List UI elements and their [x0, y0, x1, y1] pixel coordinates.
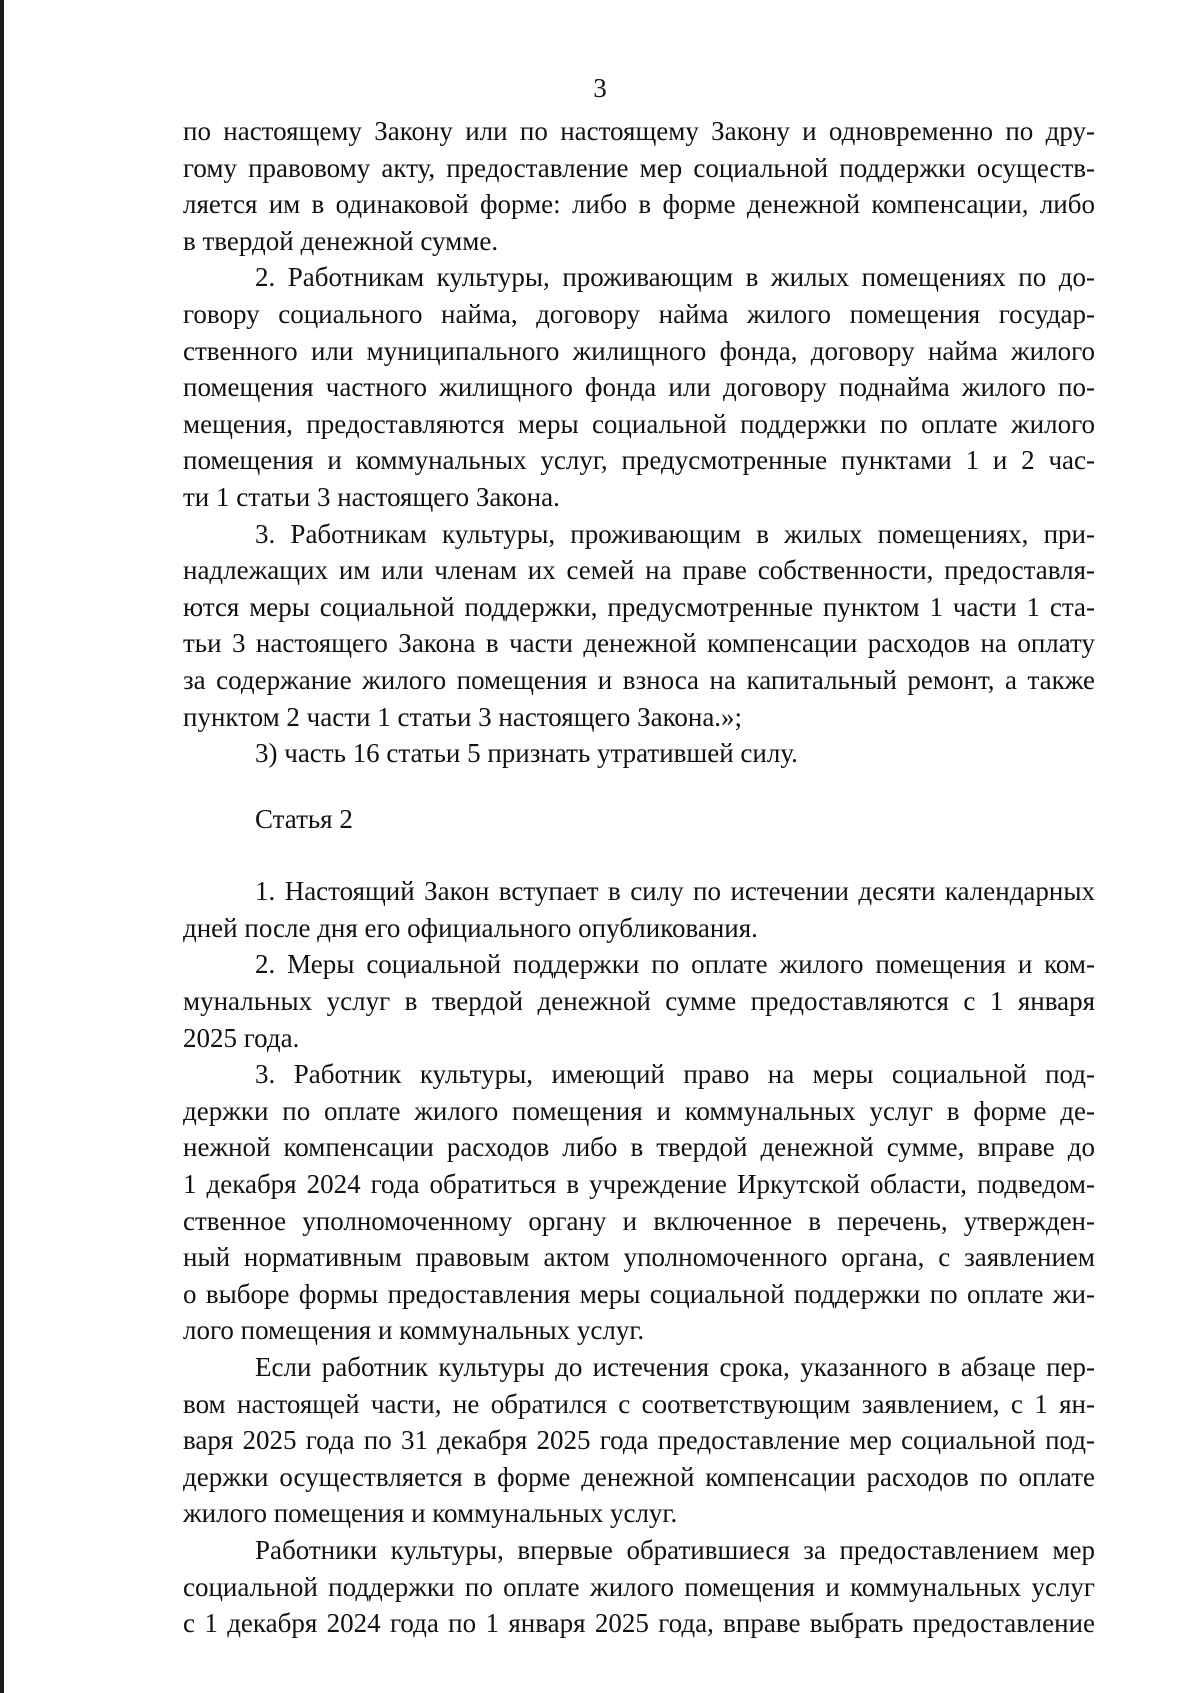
text-line: 1. Настоящий Закон вступает в силу по истечении десяти календарных: [255, 876, 1095, 907]
article-point-1: [183, 873, 1095, 946]
text-line: с 1 декабря 2024 года по 1 января 2025 года, вправе выбрать предоставление: [183, 1608, 1095, 1639]
text-line: 2025 года.: [183, 1022, 300, 1053]
paragraph-point-3: [183, 516, 1095, 736]
text-line: помещения и коммунальных услуг, предусмотренные пунктами 1 и 2 час-: [183, 445, 1095, 476]
text-line: социальной поддержки по оплате жилого помещения и коммунальных услуг: [183, 1571, 1095, 1602]
text-line: 3) часть 16 статьи 5 признать утратившей силу.: [255, 738, 798, 769]
text-line: мещения, предоставляются меры социальной поддержки по оплате жилого: [183, 408, 1095, 439]
paragraph-subpoint-3: [183, 735, 1095, 772]
text-line: держки осуществляется в форме денежной компенсации расходов по оплате: [183, 1461, 1095, 1492]
text-line: жилого помещения и коммунальных услуг.: [183, 1498, 678, 1529]
text-line: за содержание жилого помещения и взноса на капитальный ремонт, а также: [183, 664, 1095, 695]
text-line: 2. Работникам культуры, проживающим в жилых помещениях по до-: [255, 262, 1095, 293]
page-number: 3: [593, 73, 607, 103]
text-line: дней после дня его официального опубликования.: [183, 912, 758, 943]
text-line: о выборе формы предоставления меры социальной поддержки по оплате жи-: [183, 1278, 1095, 1309]
text-line: 1 декабря 2024 года обратиться в учреждение Иркутской области, подведом-: [183, 1169, 1095, 1200]
article-point-3: [183, 1056, 1095, 1349]
scan-edge: [0, 0, 4, 1693]
text-line: тьи 3 настоящего Закона в части денежной компенсации расходов на оплату: [183, 628, 1095, 659]
text-line: по настоящему Закону или по настоящему Закону и одновременно по дру-: [183, 116, 1095, 146]
text-line: мунальных услуг в твердой денежной сумме предоставляются с 1 января: [183, 986, 1095, 1017]
text-line: 2. Меры социальной поддержки по оплате жилого помещения и ком-: [255, 949, 1095, 980]
text-line: 3. Работник культуры, имеющий право на меры социальной под-: [255, 1059, 1095, 1090]
text-line: ются меры социальной поддержки, предусмотренные пунктом 1 части 1 ста-: [183, 591, 1095, 622]
text-line: помещения частного жилищного фонда или договору поднайма жилого по-: [183, 372, 1095, 403]
text-line: Работники культуры, впервые обратившиеся за предоставлением мер: [255, 1534, 1095, 1565]
text-line: ственного или муниципального жилищного фонда, договору найма жилого: [183, 335, 1095, 366]
text-line: в твердой денежной сумме.: [183, 225, 499, 256]
article-point-3-paragraph-3: [183, 1532, 1095, 1642]
text-line: ственное уполномоченному органу и включенное в перечень, утвержден-: [183, 1205, 1095, 1236]
document-body: [183, 113, 1095, 1642]
article-point-2: [183, 946, 1095, 1056]
text-line: ляется им в одинаковой форме: либо в форме денежной компенсации, либо: [183, 189, 1095, 220]
text-line: нежной компенсации расходов либо в твердой денежной сумме, вправе до: [183, 1132, 1095, 1163]
article-point-3-paragraph-2: [183, 1349, 1095, 1532]
text-line: Если работник культуры до истечения срока, указанного в абзаце пер-: [255, 1352, 1095, 1382]
text-line: говору социального найма, договору найма жилого помещения государ-: [183, 298, 1095, 329]
article-heading: Статья 2: [255, 803, 353, 834]
paragraph-point-2: [183, 259, 1095, 515]
text-line: держки по оплате жилого помещения и коммунальных услуг в форме де-: [183, 1095, 1095, 1126]
text-line: вом настоящей части, не обратился с соответствующим заявлением, с 1 ян-: [183, 1388, 1095, 1419]
text-line: ный нормативным правовым актом уполномоченного органа, с заявлением: [183, 1242, 1095, 1273]
text-line: 3. Работникам культуры, проживающим в жилых помещениях, при-: [255, 518, 1095, 549]
text-line: ти 1 статьи 3 настоящего Закона.: [183, 481, 560, 512]
paragraph-continuation: [183, 113, 1095, 259]
text-line: лого помещения и коммунальных услуг.: [183, 1315, 645, 1346]
text-line: надлежащих им или членам их семей на праве собственности, предоставля-: [183, 555, 1095, 586]
text-line: варя 2025 года по 31 декабря 2025 года предоставление мер социальной под-: [183, 1425, 1095, 1456]
text-line: гому правовому акту, предоставление мер социальной поддержки осуществ-: [183, 152, 1095, 183]
text-line: пунктом 2 части 1 статьи 3 настоящего Закона.»;: [183, 701, 743, 732]
